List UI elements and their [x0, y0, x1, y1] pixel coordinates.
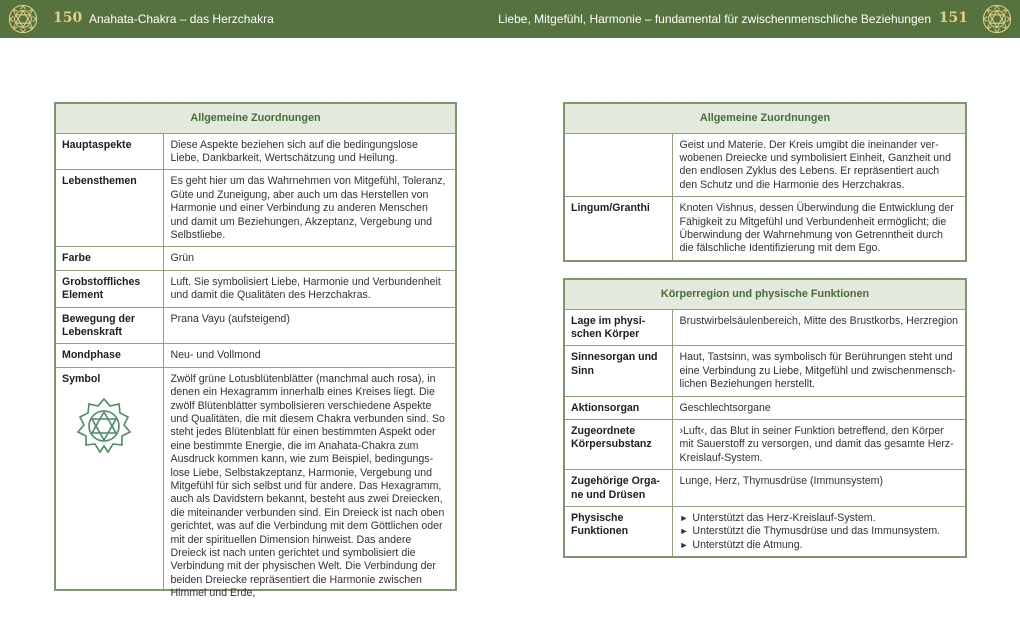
- table-row: [564, 309, 966, 346]
- table-row: [55, 247, 456, 270]
- anahata-chakra-emblem-icon: [981, 3, 1013, 35]
- row-label: Symbol: [62, 372, 101, 385]
- right-page-number: 151: [938, 10, 968, 26]
- table-row: [564, 133, 966, 197]
- row-label: Lebensthemen: [55, 170, 163, 247]
- general-assignments-table-left: [54, 102, 457, 600]
- row-value: Diese Aspekte beziehen sich auf die bedingungslose Liebe, Dankbarkeit, Wertschätzung und Heilung.: [163, 133, 456, 170]
- left-running-head: Anahata-Chakra – das Herzchakra: [89, 12, 274, 26]
- row-label: Lingum/Granthi: [564, 197, 672, 261]
- row-label: Sinnesorgan und Sinn: [564, 346, 672, 396]
- row-value: Luft. Sie symbolisiert Liebe, Harmonie und Verbundenheit und damit die Qualitäten des Herzchakras.: [163, 270, 456, 307]
- table-heading: Körperregion und physische Funktionen: [564, 279, 966, 309]
- row-value: ›Luft‹, das Blut in seiner Funktion betreffend, den Körper mit Sauerstoff zu versorgen, und damit das gesamte Herz-Kreislauf-System.: [672, 419, 966, 469]
- row-label: Zugehörige Organe und Drüsen: [564, 470, 672, 507]
- table-row: [55, 344, 456, 367]
- bullet-arrow-icon: ►: [679, 526, 689, 537]
- row-value: Grün: [163, 247, 456, 270]
- table-row: [55, 133, 456, 170]
- row-label: [564, 133, 672, 197]
- table-heading: Allgemeine Zuordnungen: [55, 103, 456, 133]
- row-value: Lunge, Herz, Thymusdrüse (Immunsystem): [672, 470, 966, 507]
- row-label: Physische Funktionen: [564, 506, 672, 557]
- general-assignments-table-right: [563, 102, 967, 262]
- row-value: Knoten Vishnus, dessen Überwindung die Entwicklung der Fähigkeit zu Mitgefühl und Verbundenheit ermöglicht; die Überwindung der Wahrnehmung von Getrenntheit durch die fälschliche Identifizierung mit dem Ego.: [672, 197, 966, 261]
- row-label: Mondphase: [55, 344, 163, 367]
- row-label: Grobstoffliches Element: [55, 270, 163, 307]
- row-value: Prana Vayu (aufsteigend): [163, 307, 456, 344]
- table-row: [55, 367, 456, 590]
- right-running-head: Liebe, Mitgefühl, Harmonie – fundamental für zwischenmenschliche Beziehungen: [498, 12, 931, 26]
- table-row: [55, 270, 456, 307]
- row-label: Hauptaspekte: [55, 133, 163, 170]
- header-bar: [0, 0, 1020, 38]
- row-value: Zwölf grüne Lotusblütenblätter (manchmal auch rosa), in denen ein Hexagramm innerhalb eines Kreises liegt. Die zwölf Blütenblätter symbolisieren verschiedene Aspekte und Qualitäten, die mit diesem Chakra verbunden sind. So steht jedes Blütenblatt für einen bestimmten Aspekt oder eine bestimmte Energie, die im Anahata-Chakra zum Ausdruck kommen kann, wie zum Beispiel, bedingungslose Liebe, Selbstakzeptanz, Harmonie, Vergebung und Mitgefühl für sich selbst und für andere. Das Hexagramm, auch als Davidstern bekannt, besteht aus zwei Dreiecken, die miteinander verbunden sind. Ein Dreieck ist nach oben gerichtet, was auf die Verbindung mit dem Göttlichen oder mit der spirituellen Dimension hinweist. Das andere Dreieck ist nach unten gerichtet und symbolisiert die Verbindung mit der physischen Welt. Die Verbindung der beiden Dreiecke repräsentiert die Harmonie zwischen Himmel und Erde,: [170, 372, 445, 600]
- table-row: [564, 470, 966, 507]
- bullet-arrow-icon: ►: [679, 512, 689, 523]
- anahata-chakra-symbol-icon: [74, 396, 134, 456]
- row-label: Farbe: [55, 247, 163, 270]
- table-row: [564, 197, 966, 261]
- body-region-functions-table: [563, 278, 967, 558]
- table-row: [564, 346, 966, 396]
- table-row: [55, 307, 456, 344]
- bullet-arrow-icon: ►: [679, 539, 689, 550]
- list-item: ► Unterstützt die Atmung.: [679, 538, 803, 551]
- row-label: Zugeordnete Körpersubstanz: [564, 419, 672, 469]
- row-label: Bewegung der Lebenskraft: [55, 307, 163, 344]
- list-item: ► Unterstützt die Thymusdrüse und das Immunsystem.: [679, 525, 941, 538]
- row-value: Brustwirbelsäulenbereich, Mitte des Brustkorbs, Herzregion: [672, 309, 966, 346]
- table-row: [564, 506, 966, 557]
- left-page-number: 150: [53, 10, 83, 26]
- functions-list: [672, 506, 966, 557]
- row-value-cell: [163, 367, 456, 600]
- table-heading: Allgemeine Zuordnungen: [564, 103, 966, 133]
- row-label: Aktionsorgan: [564, 396, 672, 419]
- row-value: Geist und Materie. Der Kreis umgibt die ineinander verwobenen Dreiecke und symbolisiert Einheit, Ganzheit und den endlosen Zyklus des Lebens. Er repräsentiert auch den Schutz und die Harmonie des Herzchakras.: [672, 133, 966, 197]
- list-item: ► Unterstützt das Herz-Kreislauf-System.: [679, 511, 876, 524]
- row-value: Geschlechtsorgane: [672, 396, 966, 419]
- anahata-chakra-emblem-icon: [7, 3, 39, 35]
- table-row: [564, 396, 966, 419]
- row-value: Haut, Tastsinn, was symbolisch für Berührungen steht und eine Verbindung zu Liebe, Mitgefühl und zwischenmenschlichen Beziehungen herstellt.: [672, 346, 966, 396]
- table-row: [564, 419, 966, 469]
- table-row: [55, 170, 456, 247]
- row-value: Neu- und Vollmond: [163, 344, 456, 367]
- row-value: Es geht hier um das Wahrnehmen von Mitgefühl, Toleranz, Güte und Zuneigung, aber auch um das Herstellen von Harmonie und einer Verbindung zu anderen Menschen und damit um Beziehungen, Akzeptanz, Vergebung und Selbstliebe.: [163, 170, 456, 247]
- row-label: Lage im physischen Körper: [564, 309, 672, 346]
- symbol-label-cell: [55, 367, 163, 590]
